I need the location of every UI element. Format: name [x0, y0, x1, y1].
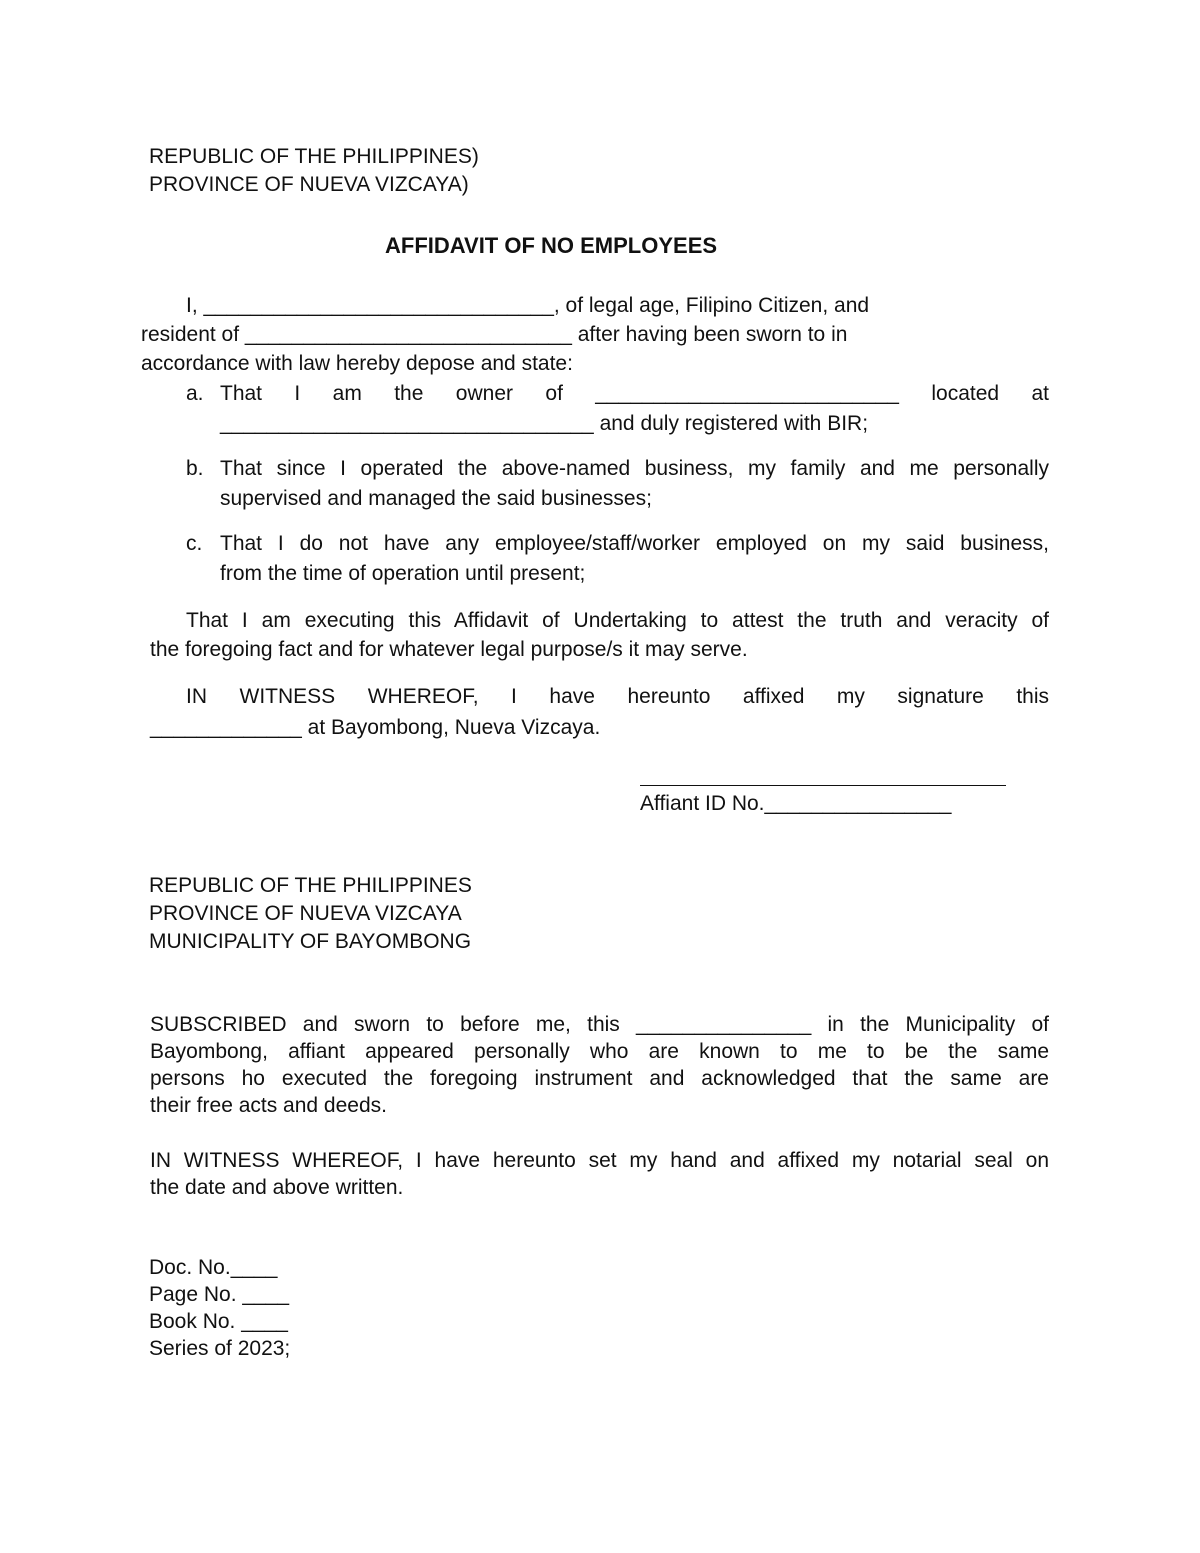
subscribed-line-2: Bayombong, affiant appeared personally who are known to me to be the same	[150, 1040, 1049, 1063]
list-item-c-line-2: from the time of operation until present;	[220, 562, 586, 585]
para-undertaking-line-1: That I am executing this Affidavit of Undertaking to attest the truth and veracity of	[186, 609, 1049, 632]
witness-line-1: IN WITNESS WHEREOF, I have hereunto affixed my signature this	[186, 685, 1049, 708]
list-item-b-line-2: supervised and managed the said businesses;	[220, 487, 652, 510]
header-province: PROVINCE OF NUEVA VIZCAYA)	[149, 173, 469, 196]
list-item-a-line-2: ________________________________ and duly registered with BIR;	[220, 412, 869, 435]
intro-line-1: I, ______________________________, of legal age, Filipino Citizen, and	[186, 294, 870, 317]
subscribed-line-4: their free acts and deeds.	[150, 1094, 387, 1117]
intro-line-3: accordance with law hereby depose and state:	[141, 352, 573, 375]
notary-witness-line-2: the date and above written.	[150, 1176, 404, 1199]
subscribed-line-3: persons ho executed the foregoing instrument and acknowledged that the same are	[150, 1067, 1049, 1090]
series-year: Series of 2023;	[149, 1337, 291, 1360]
doc-number: Doc. No.____	[149, 1256, 278, 1279]
list-item-b-line-1: That since I operated the above-named business, my family and me personally	[220, 457, 1049, 480]
list-label-a: a.	[186, 382, 204, 405]
document-title: AFFIDAVIT OF NO EMPLOYEES	[385, 233, 718, 258]
list-label-b: b.	[186, 457, 204, 480]
signature-line	[640, 785, 1006, 786]
jurat-header-republic: REPUBLIC OF THE PHILIPPINES	[149, 874, 472, 897]
book-number: Book No. ____	[149, 1310, 288, 1333]
subscribed-line-1: SUBSCRIBED and sworn to before me, this _______________ in the Municipality of	[150, 1013, 1049, 1036]
witness-line-2: _____________ at Bayombong, Nueva Vizcaya.	[150, 716, 601, 739]
list-label-c: c.	[186, 532, 203, 555]
header-republic: REPUBLIC OF THE PHILIPPINES)	[149, 145, 479, 168]
jurat-header-municipality: MUNICIPALITY OF BAYOMBONG	[149, 930, 472, 953]
jurat-header-province: PROVINCE OF NUEVA VIZCAYA	[149, 902, 462, 925]
affiant-id-label: Affiant ID No.________________	[640, 792, 952, 815]
para-undertaking-line-2: the foregoing fact and for whatever legal purpose/s it may serve.	[150, 638, 748, 661]
intro-line-2: resident of ____________________________ after having been sworn to in	[141, 323, 848, 346]
notary-witness-line-1: IN WITNESS WHEREOF, I have hereunto set my hand and affixed my notarial seal on	[150, 1149, 1049, 1172]
list-item-a-line-1: That I am the owner of __________________________ located at	[220, 382, 1049, 405]
list-item-c-line-1: That I do not have any employee/staff/worker employed on my said business,	[220, 532, 1049, 555]
page-number: Page No. ____	[149, 1283, 290, 1306]
